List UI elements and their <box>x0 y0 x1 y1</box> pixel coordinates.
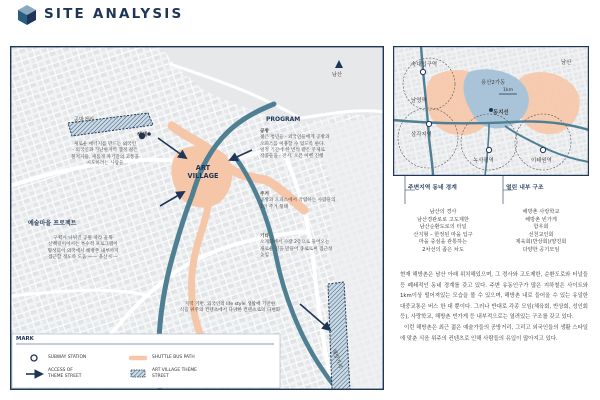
art-program-title: 예술마을 프로젝트 <box>28 220 77 227</box>
station-sookdae-icon <box>420 69 425 74</box>
art-village-label: ART VILLAGE <box>187 164 219 180</box>
analysis-paragraph-1: 현재 해방촌은 남산 아래 위치해있으며, 그 경사와 고도제한, 순환도로와 터널들 등 폐쇄적인 동네 경계를 갖고 있다. 주변 유동인구가 많은 지하철은 사이트와 1km이상 떨어져있는 모습을 볼 수 있으며, 해방촌 내로 들어올 수 있는 유일한 대중교통은 버스 한 대 뿐이다. 그러나 반대로 각종 모임(체육회, 반상회, 성인회 등), 사랑학교, 해방촌 빈가게 등 내부적으로는 열려있는 구조를 갖고 있다. <box>400 272 588 321</box>
surrounding-title: 주변지역 동네 경계 <box>408 185 457 191</box>
art-program-body: 구획이 나뉘진 공원 따라 골목 산책길이어서는 부수적 프로그램이 형성되어 외국에서 해방촌 내부까지 접근할 정도록 도움 —— 용산시 — <box>47 236 119 261</box>
inset-namyoung-label: 남영역 <box>411 98 427 104</box>
station-itaewon-icon <box>540 147 545 152</box>
left-note: 새로운 에너지를 만드는 외국인 - 외국인과 가난한지역 젤정 젊은 철저지들, 새롭게 자기만의 고통을 시도하려는 사람들 <box>71 142 139 167</box>
inset-yongsan-label: 용산2가동 <box>481 80 506 86</box>
page-title: SITE ANALYSIS <box>44 6 184 22</box>
program-item-gongbang: 공방 젊은 청년들 · 외국인들에게 공방과 오피스를 이용할 수 있도록 한다. 일정 기간에 한 번씩 같은 주제로 작품들을 · 전시, 오픈 이벤 진행 <box>260 129 330 160</box>
haebang-street-label: 해방거리 <box>330 348 343 370</box>
legend-access-label: ACCESS OF THEME STREET <box>48 368 82 379</box>
inset-itaewon-label: 이태원역 <box>531 158 552 164</box>
inset-samgak-label: 삼각지역 <box>411 132 432 138</box>
internal-title: 열린 내부 구조 <box>506 185 544 191</box>
cube-logo-icon <box>17 4 37 26</box>
inset-namsan-label: 남산 <box>561 60 572 66</box>
inset-distance-label: 1km <box>503 88 514 93</box>
namsan-label: 남산 <box>332 72 343 78</box>
site-map <box>10 46 384 390</box>
legend-shuttle-label: SHUTTLE BUS PATH <box>152 355 195 360</box>
analysis-paragraph-2: 이런 해방촌은 최근 젊은 예술가들의 공방거리, 그리고 외국인들의 생활 스타일에 맞춘 식음 위주의 컨텐츠로 인해 사람들의 유입이 많아지고 있다. <box>400 324 588 342</box>
inset-sookdae-label: 숙대입구역 <box>411 62 438 68</box>
legend-subway-label: SUBWAY STATION <box>48 355 87 360</box>
internal-list: 해방촌 사랑학교 해방촌 빈가게 함우회 선천교인회 제육회(반상회)/양진회 다양한 공기모임 <box>515 209 567 253</box>
program-title: PROGRAM <box>266 116 301 123</box>
bottom-note: 지역 기반, 외국인의 life style 생활에 기반한 식음 위주의 컨텐츠에서 다양한 컨텐츠로의 다변화 <box>179 302 281 314</box>
gongbang-street-label: 공방거리 <box>74 117 95 123</box>
legend-theme-label: ART VILLAGE THEME STREET <box>152 368 197 379</box>
inset-noksapyeong-label: 녹사평역 <box>473 158 494 164</box>
page-header <box>0 0 600 30</box>
station-noksapyeong-icon <box>486 147 491 152</box>
program-item-etc: 기타 오게되에서 사장 2층으로 들어오는 새로운 길을 만들어 종로로써 접근성 높임 <box>260 234 333 258</box>
program-item-housing: 주거 공방과 오피스에서 작업하는 사람들의 1인 주거 형태 <box>260 192 336 210</box>
hedgehog-label: 헤헤 <box>137 132 148 138</box>
theme-street-legend-icon <box>131 370 145 377</box>
subway-station-icon <box>31 355 37 361</box>
analysis-body <box>400 270 588 344</box>
inset-marker-label: 동지선 <box>493 110 509 116</box>
station-samgak-icon <box>426 121 431 126</box>
bracket-lines <box>393 176 589 206</box>
surrounding-list: 남산의 경사 남산경관로로 고도제한 남산순환도로의 터널 산지형 – 한정된 마을 입구 마을 중심을 관통하는 2차선의 좁은 차도 <box>413 209 473 253</box>
legend-title: MARK <box>16 336 34 342</box>
district-map <box>393 46 589 176</box>
